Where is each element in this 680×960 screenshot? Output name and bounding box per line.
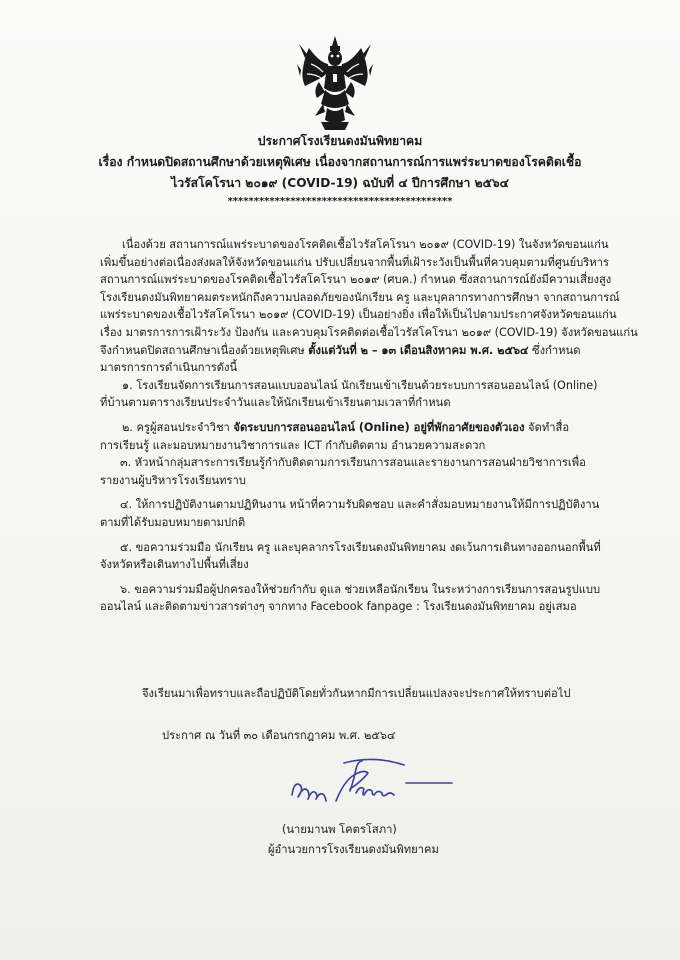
item-6-line-1: ๖. ขอความร่วมมือผู้ปกครองให้ช่วยกำกับ ดูแล ช่วยเหลือนักเรียน ในระหว่างการเรียนการสอนรูปแบบ xyxy=(120,582,601,596)
item-2-text: ๒. ครูผู้สอนประจำวิชา xyxy=(122,420,234,434)
closing-statement: จึงเรียนมาเพื่อทราบและถือปฏิบัติโดยทั่วกันหากมีการเปลี่ยนแปลงจะประกาศให้ทราบต่อไป xyxy=(142,687,571,700)
announcement-header xyxy=(0,131,680,210)
header-subject-line-2: ไวรัสโคโรนา ๒๐๑๙ (COVID-19) ฉบับที่ ๔ ปีการศึกษา ๒๕๖๔ xyxy=(171,176,509,190)
item-1-line-2: ที่บ้านตามตารางเรียนประจำวันและให้นักเรียนเข้าเรียนตามเวลาที่กำหนด xyxy=(100,396,451,410)
paragraph-line: สถานการณ์แพร่ระบาดของโรคติดเชื้อไวรัสโคโรนา ๒๐๑๙ (ศบค.) กำหนด ซึ่งสถานการณ์ยังมีความเสี่ยงสูง xyxy=(100,273,612,287)
closure-dates: ตั้งแต่วันที่ ๒ – ๑๓ เดือนสิงหาคม พ.ศ. ๒๕๖๔ xyxy=(308,343,529,357)
paragraph-line: เนื่องด้วย สถานการณ์แพร่ระบาดของโรคติดเชื้อไวรัสโคโรนา ๒๐๑๙ (COVID-19) ในจังหวัดขอนแก่น xyxy=(122,238,609,251)
signatory-name: (นายมานพ โคตรโสภา) xyxy=(282,823,397,836)
item-2-line-2: การเรียนรู้ และมอบหมายงานวิชาการและ ICT กำกับติดตาม อำนวยความสะดวก xyxy=(100,438,486,452)
paragraph-line-closure-dates xyxy=(100,342,625,360)
paragraph-line: โรงเรียนดงมันพิทยาคมตระหนักถึงความปลอดภัยของนักเรียน ครู และบุคลากรทางการศึกษา จากสถานการณ์ xyxy=(100,290,620,304)
item-2-bold: จัดระบบการสอนออนไลน์ (Online) อยู่ที่พักอาศัยของตัวเอง xyxy=(233,420,525,434)
announcement-body xyxy=(100,236,638,616)
item-6-line-2: ออนไลน์ และติดตามข่าวสารต่างๆ จากทาง Facebook fanpage : โรงเรียนดงมันพิทยาคม อยู่เสมอ xyxy=(100,600,577,614)
item-3-line-1: ๓. หัวหน้ากลุ่มสาระการเรียนรู้กำกับติดตามการเรียนการสอนและรายงานการสอนฝ่ายวิชาการเพื่อ xyxy=(120,456,586,470)
paragraph-line: แพร่ระบาดของเชื้อไวรัสโคโรนา ๒๐๑๙ (COVID-19) เป็นอย่างยิ่ง เพื่อให้เป็นไปตามประกาศจังหวัดขอนแก่น xyxy=(100,308,617,322)
garuda-emblem xyxy=(297,34,373,132)
announcement-date: ประกาศ ณ วันที่ ๓๐ เดือนกรกฎาคม พ.ศ. ๒๕๖๔ xyxy=(162,729,396,742)
item-5-line-1: ๕. ขอความร่วมมือ นักเรียน ครู และบุคลากรโรงเรียนดงมันพิทยาคม งดเว้นการเดินทางออกนอกพื้นที่ xyxy=(120,540,601,554)
paragraph-line: เรื่อง มาตรการการเฝ้าระวัง ป้องกัน และควบคุมโรคติดต่อเชื้อไวรัสโคโรนา ๒๐๑๙ (COVID-19) จังหวัดขอนแก่น xyxy=(100,325,638,339)
item-2-line-1 xyxy=(100,419,625,437)
closure-text: จึงกำหนดปิดสถานศึกษาเนื่องด้วยเหตุพิเศษ xyxy=(100,343,309,357)
paragraph-line: มาตรการการดำเนินการดังนี้ xyxy=(100,361,238,375)
star-separator: ******************************************* xyxy=(227,196,453,207)
item-2-text-end: จัดทำสื่อ xyxy=(524,420,570,434)
handwritten-signature xyxy=(286,755,456,813)
item-5-line-2: จังหวัดหรือเดินทางไปพื้นที่เสี่ยง xyxy=(100,558,249,572)
item-4-line-1: ๔. ให้การปฏิบัติงานตามปฏิทินงาน หน้าที่ความรับผิดชอบ และคำสั่งมอบหมายงานให้มีการปฏิบัติงาน xyxy=(120,498,600,512)
item-3-line-2: รายงานผู้บริหารโรงเรียนทราบ xyxy=(100,473,246,487)
paragraph-line: เพิ่มขึ้นอย่างต่อเนื่องส่งผลให้จังหวัดขอนแก่น ปรับเปลี่ยนจากพื้นที่เฝ้าระวังเป็นพื้นที่ควบคุมตามที่ศูนย์บริหาร xyxy=(100,255,609,269)
header-school-title: ประกาศโรงเรียนดงมันพิทยาคม xyxy=(257,134,423,148)
signatory-title: ผู้อำนวยการโรงเรียนดงมันพิทยาคม xyxy=(268,843,439,856)
closure-text-end: ซึ่งกำหนด xyxy=(528,343,581,357)
item-1-line-1: ๑. โรงเรียนจัดการเรียนการสอนแบบออนไลน์ นักเรียนเข้าเรียนด้วยระบบการสอนออนไลน์ (Online) xyxy=(122,378,598,392)
item-4-line-2: ตามที่ได้รับมอบหมายตามปกติ xyxy=(100,515,246,529)
header-subject-line: เรื่อง กำหนดปิดสถานศึกษาด้วยเหตุพิเศษ เนื่องจากสถานการณ์การแพร่ระบาดของโรคติดเชื้อ xyxy=(98,155,582,169)
